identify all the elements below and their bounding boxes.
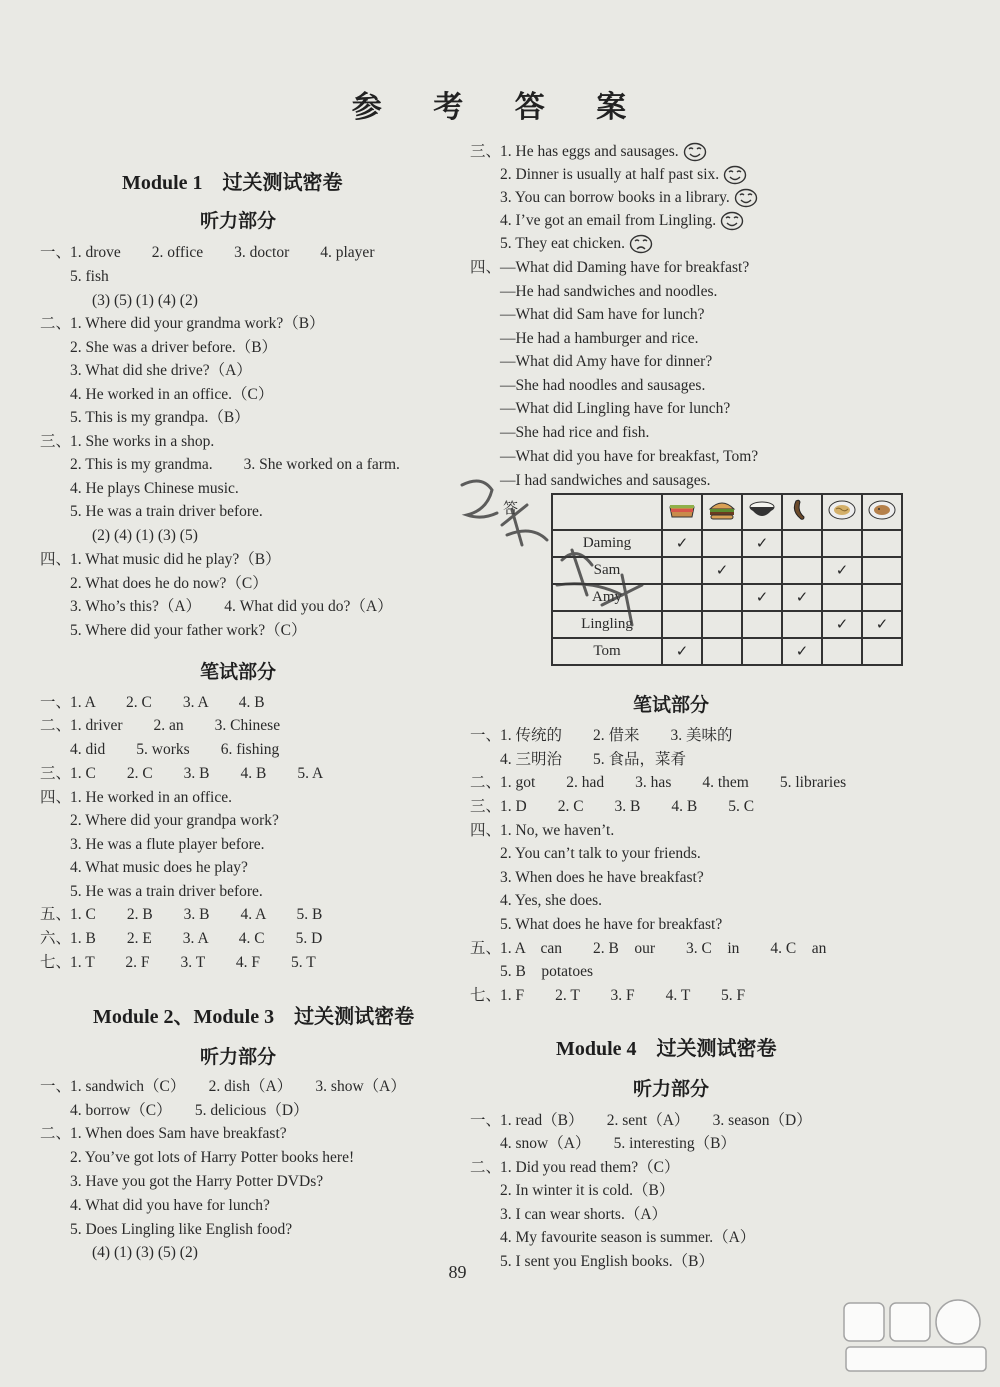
smile-face-icon bbox=[723, 165, 747, 185]
table-row-name: Tom bbox=[552, 638, 662, 665]
r4-line: —He had a hamburger and rice. bbox=[500, 330, 699, 347]
r3-line: 三、1. He has eggs and sausages. bbox=[470, 142, 707, 162]
r4-line: —What did you have for breakfast, Tom? bbox=[500, 448, 759, 465]
m1-l4-line: 2. What does he do now?（C） bbox=[70, 575, 268, 592]
m1-l1-line2: 5. fish bbox=[70, 268, 109, 285]
m4-l2-line: 3. I can wear shorts.（A） bbox=[500, 1206, 668, 1223]
table-row-name: Amy bbox=[552, 584, 662, 611]
table-cell bbox=[782, 557, 822, 584]
watermark-logo-icon bbox=[840, 1297, 990, 1377]
r4-line: —She had rice and fish. bbox=[500, 424, 650, 441]
table-cell: ✓ bbox=[702, 557, 742, 584]
table-cell bbox=[862, 530, 902, 557]
answer-label: 答 bbox=[503, 501, 519, 517]
r3-line: 3. You can borrow books in a library. bbox=[500, 188, 758, 208]
table-header-cell bbox=[742, 494, 782, 530]
table-cell bbox=[702, 638, 742, 665]
m23-listening-heading: 听力部分 bbox=[200, 1047, 277, 1068]
table-cell bbox=[742, 611, 782, 638]
r4-line: 四、—What did Daming have for breakfast? bbox=[470, 259, 750, 276]
table-cell: ✓ bbox=[782, 584, 822, 611]
handwritten-stamp-icon bbox=[452, 465, 672, 635]
r-w7-line: 七、1. F 2. T 3. F 4. T 5. F bbox=[470, 987, 746, 1004]
table-row-name: Daming bbox=[552, 530, 662, 557]
r3-line: 2. Dinner is usually at half past six. bbox=[500, 165, 747, 185]
m23-l2-line: 4. What did you have for lunch? bbox=[70, 1197, 270, 1214]
m1-w4-line: 2. Where did your grandpa work? bbox=[70, 812, 279, 829]
r-w4-line: 四、1. No, we haven’t. bbox=[470, 822, 615, 839]
r-w1-line2: 4. 三明治 5. 食品，菜肴 bbox=[500, 751, 687, 768]
table-cell bbox=[702, 611, 742, 638]
m1-w2-line2: 4. did 5. works 6. fishing bbox=[70, 741, 280, 758]
m23-l2-line: 2. You’ve got lots of Harry Potter books here! bbox=[70, 1149, 355, 1166]
table-header-cell bbox=[702, 494, 742, 530]
m1-l2-line: 2. She was a driver before.（B） bbox=[70, 339, 278, 356]
table-cell: ✓ bbox=[822, 611, 862, 638]
r4-line: —What did Sam have for lunch? bbox=[500, 306, 705, 323]
m1-w5-line: 五、1. C 2. B 3. B 4. A 5. B bbox=[40, 906, 323, 923]
m1-listening-heading: 听力部分 bbox=[200, 211, 277, 232]
smile-face-icon bbox=[720, 211, 744, 231]
m4-l2-line: 5. I sent you English books.（B） bbox=[500, 1253, 714, 1270]
table-cell: ✓ bbox=[662, 530, 702, 557]
table-cell bbox=[822, 584, 862, 611]
m1-w1-line: 一、1. A 2. C 3. A 4. B bbox=[40, 694, 265, 711]
table-cell: ✓ bbox=[782, 638, 822, 665]
r4-line: —She had noodles and sausages. bbox=[500, 377, 706, 394]
m23-l2-line: 5. Does Lingling like English food? bbox=[70, 1221, 293, 1238]
r-w1-line: 一、1. 传统的 2. 借来 3. 美味的 bbox=[470, 727, 733, 744]
m1-w2-line: 二、1. driver 2. an 3. Chinese bbox=[40, 717, 281, 734]
m1-w4-line: 3. He was a flute player before. bbox=[70, 836, 265, 853]
module4-title: Module 4 过关测试密卷 bbox=[556, 1038, 777, 1060]
m23-l2-order: (4) (1) (3) (5) (2) bbox=[92, 1244, 198, 1261]
m4-l2-line: 2. In winter it is cold.（B） bbox=[500, 1182, 675, 1199]
m1-w4-line: 四、1. He worked in an office. bbox=[40, 789, 232, 806]
m1-l3-order: (2) (4) (1) (3) (5) bbox=[92, 527, 198, 544]
table-cell bbox=[822, 638, 862, 665]
m1-l4-line: 四、1. What music did he play?（B） bbox=[40, 551, 281, 568]
table-cell bbox=[742, 557, 782, 584]
m1-l1-order: (3) (5) (1) (4) (2) bbox=[92, 292, 198, 309]
table-cell bbox=[822, 530, 862, 557]
right-written-heading: 笔试部分 bbox=[633, 695, 710, 716]
m1-l4-line: 5. Where did your father work?（C） bbox=[70, 622, 307, 639]
m23-l2-line: 二、1. When does Sam have breakfast? bbox=[40, 1125, 287, 1142]
r3-line: 4. I’ve got an email from Lingling. bbox=[500, 211, 744, 231]
hamburger-icon bbox=[707, 499, 737, 526]
smile-face-icon bbox=[683, 142, 707, 162]
m23-l1-line: 一、1. sandwich（C） 2. dish（A） 3. show（A） bbox=[40, 1078, 406, 1095]
smile-face-icon bbox=[734, 188, 758, 208]
table-cell bbox=[742, 638, 782, 665]
table-cell bbox=[702, 530, 742, 557]
sausage-icon bbox=[787, 499, 817, 526]
m1-l2-line: 4. He worked in an office.（C） bbox=[70, 386, 274, 403]
table-cell bbox=[782, 530, 822, 557]
r-w2-line: 二、1. got 2. had 3. has 4. them 5. libraries bbox=[470, 774, 847, 791]
sad-face-icon bbox=[629, 234, 653, 254]
m4-listening-heading: 听力部分 bbox=[633, 1079, 710, 1100]
table-row-name: Sam bbox=[552, 557, 662, 584]
m1-l3-line: 三、1. She works in a shop. bbox=[40, 433, 215, 450]
table-cell: ✓ bbox=[662, 638, 702, 665]
r-w4-line: 2. You can’t talk to your friends. bbox=[500, 845, 701, 862]
module1-title: Module 1 过关测试密卷 bbox=[122, 172, 343, 194]
r4-line: —What did Lingling have for lunch? bbox=[500, 400, 731, 417]
r-w4-line: 3. When does he have breakfast? bbox=[500, 869, 704, 886]
fish-icon bbox=[867, 499, 897, 526]
rice-icon bbox=[747, 499, 777, 526]
table-cell: ✓ bbox=[742, 530, 782, 557]
m1-l3-line: 4. He plays Chinese music. bbox=[70, 480, 239, 497]
m4-l2-line: 4. My favourite season is summer.（A） bbox=[500, 1229, 756, 1246]
table-cell bbox=[702, 584, 742, 611]
page-number: 89 bbox=[448, 1262, 467, 1282]
noodles-icon bbox=[827, 499, 857, 526]
m4-l1-line: 一、1. read（B） 2. sent（A） 3. season（D） bbox=[470, 1112, 812, 1129]
m1-l2-line: 3. What did she drive?（A） bbox=[70, 362, 252, 379]
m1-l4-line: 3. Who’s this?（A） 4. What did you do?（A） bbox=[70, 598, 393, 615]
m23-l2-line: 3. Have you got the Harry Potter DVDs? bbox=[70, 1173, 324, 1190]
table-row bbox=[552, 638, 902, 665]
m1-l1-line: 一、1. drove 2. office 3. doctor 4. player bbox=[40, 244, 375, 261]
m1-w7-line: 七、1. T 2. F 3. T 4. F 5. T bbox=[40, 954, 316, 971]
m1-w6-line: 六、1. B 2. E 3. A 4. C 5. D bbox=[40, 930, 323, 947]
r-w5-line: 五、1. A can 2. B our 3. C in 4. C an bbox=[470, 940, 827, 957]
m1-l2-line: 二、1. Where did your grandma work?（B） bbox=[40, 315, 325, 332]
r-w3-line: 三、1. D 2. C 3. B 4. B 5. C bbox=[470, 798, 755, 815]
r-w5-line2: 5. B potatoes bbox=[500, 963, 593, 980]
table-cell bbox=[782, 611, 822, 638]
m1-w4-line: 5. He was a train driver before. bbox=[70, 883, 263, 900]
m1-l3-line: 5. He was a train driver before. bbox=[70, 503, 263, 520]
m1-l3-line: 2. This is my grandma. 3. She worked on a farm. bbox=[70, 456, 400, 473]
table-header-cell bbox=[782, 494, 822, 530]
table-cell bbox=[862, 584, 902, 611]
table-cell: ✓ bbox=[742, 584, 782, 611]
m1-w3-line: 三、1. C 2. C 3. B 4. B 5. A bbox=[40, 765, 324, 782]
m1-l2-line: 5. This is my grandpa.（B） bbox=[70, 409, 250, 426]
table-header-cell bbox=[822, 494, 862, 530]
table-cell: ✓ bbox=[862, 611, 902, 638]
table-cell: ✓ bbox=[822, 557, 862, 584]
m4-l1-line2: 4. snow（A） 5. interesting（B） bbox=[500, 1135, 736, 1152]
r-w4-line: 4. Yes, she does. bbox=[500, 892, 603, 909]
table-cell bbox=[862, 557, 902, 584]
m23-l1-line2: 4. borrow（C） 5. delicious（D） bbox=[70, 1102, 309, 1119]
r4-line: —He had sandwiches and noodles. bbox=[500, 283, 718, 300]
m1-written-heading: 笔试部分 bbox=[200, 662, 277, 683]
table-row-name: Lingling bbox=[552, 611, 662, 638]
table-cell bbox=[862, 638, 902, 665]
r4-line: —I had sandwiches and sausages. bbox=[500, 472, 711, 489]
m4-l2-line: 二、1. Did you read them?（C） bbox=[470, 1159, 680, 1176]
page-title: 参 考 答 案 bbox=[351, 91, 649, 124]
m1-w4-line: 4. What music does he play? bbox=[70, 859, 248, 876]
r4-line: —What did Amy have for dinner? bbox=[500, 353, 713, 370]
module23-title: Module 2、Module 3 过关测试密卷 bbox=[93, 1006, 415, 1028]
r-w4-line: 5. What does he have for breakfast? bbox=[500, 916, 723, 933]
r3-line: 5. They eat chicken. bbox=[500, 234, 653, 254]
table-header-cell bbox=[862, 494, 902, 530]
